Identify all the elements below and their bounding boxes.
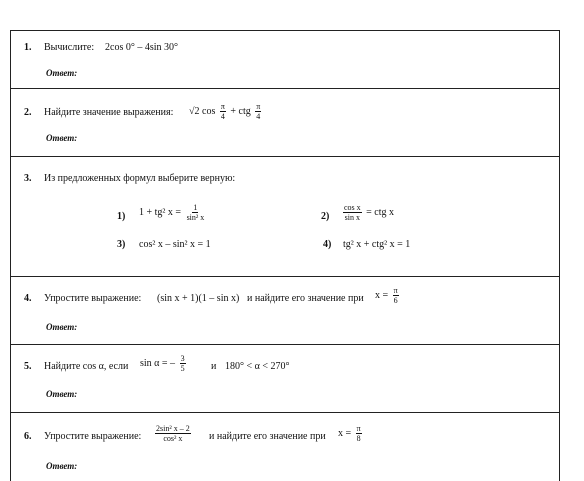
task-6-fraction [155,424,191,443]
option-1-left: 1 + tg² x = [139,206,182,218]
task-1-text: Вычислите: [44,42,95,53]
task-4-answer-label: Ответ: [46,322,78,332]
fraction-numerator: 3 [180,354,185,363]
fraction-pi-over-4 [255,102,261,121]
task-2-number: 2. [24,107,32,118]
worksheet [10,30,560,481]
task-5-text: Найдите cos α, если [44,361,129,372]
task-6-number: 6. [24,431,32,442]
task-1-number: 1. [24,42,32,53]
task-6 [11,413,559,481]
fraction-denominator: cos² x [163,434,183,443]
fraction-denominator: 4 [220,112,225,121]
task-5-formula [140,354,188,373]
option-3-formula: cos² x – sin² x = 1 [139,239,211,250]
task-5-range: 180° < α < 270° [225,361,290,372]
fraction-denominator: sin² x [186,213,205,222]
fraction-numerator: π [256,102,261,111]
fraction-pi-over-8 [356,424,362,443]
fraction-numerator: π [220,102,225,111]
option-4-label: 4) [323,239,332,250]
option-3-label: 3) [117,239,126,250]
fraction-denominator: 4 [256,112,261,121]
task-1-answer-label: Ответ: [46,68,78,78]
fraction-numerator: π [356,424,361,433]
task-3-number: 3. [24,173,32,184]
sqrt-2: √2 [189,105,200,117]
fraction-denominator: 6 [393,296,398,305]
fraction-pi-over-6 [393,286,399,305]
fraction-numerator: cos x [344,203,361,212]
x-equals: x = [375,289,389,301]
option-2-fraction [343,203,362,222]
task-5-and: и [211,361,217,372]
ctg-label: + ctg [230,105,251,117]
task-5-number: 5. [24,361,32,372]
task-6-text2: и найдите его значение при [209,431,326,442]
fraction-pi-over-4 [220,102,226,121]
option-1-label: 1) [117,211,126,222]
option-1-formula [139,203,207,222]
task-1 [11,31,559,89]
task-4-text: Упростите выражение: [44,293,142,304]
task-4 [11,277,559,345]
task-3-text: Из предложенных формул выберите верную: [44,173,236,184]
fraction-denominator: sin x [344,213,360,222]
task-6-text: Упростите выражение: [44,431,142,442]
task-6-value [338,424,364,443]
task-4-number: 4. [24,293,32,304]
fraction-numerator: π [393,286,398,295]
fraction-3-over-5 [180,354,186,373]
task-4-value [375,286,401,305]
fraction-numerator: 1 [193,203,198,212]
task-5 [11,345,559,413]
task-6-answer-label: Ответ: [46,461,78,471]
task-1-formula: 2cos 0° – 4sin 30° [105,42,178,53]
task-2-formula [189,102,263,121]
option-2-right: = ctg x [366,206,395,218]
task-4-text2: и найдите его значение при [247,293,364,304]
option-4-formula: tg² x + ctg² x = 1 [343,239,411,250]
task-5-answer-label: Ответ: [46,389,78,399]
cos-label: cos [202,105,216,117]
option-2-label: 2) [321,211,330,222]
fraction-denominator: 5 [180,364,185,373]
task-2-text: Найдите значение выражения: [44,107,174,118]
task-2 [11,89,559,157]
sin-alpha: sin α = – [140,357,176,369]
fraction-numerator: 2sin² x – 2 [156,424,190,433]
fraction-denominator: 8 [356,434,361,443]
task-6-formula [153,424,193,443]
task-3 [11,157,559,277]
option-2-formula [341,203,394,222]
task-2-answer-label: Ответ: [46,133,78,143]
task-4-formula: (sin x + 1)(1 – sin x) [157,293,240,304]
x-equals: x = [338,427,352,439]
option-1-fraction [186,203,206,222]
